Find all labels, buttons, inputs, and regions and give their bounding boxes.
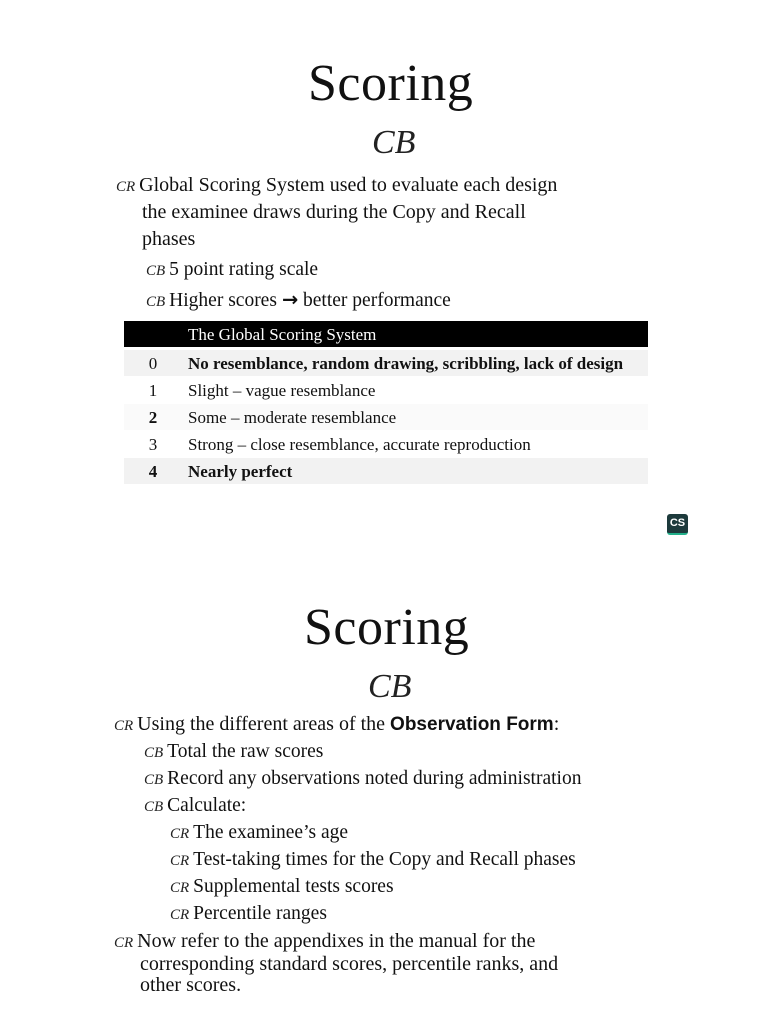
calc-item	[170, 820, 348, 845]
flourish-icon: CB	[372, 124, 416, 161]
score-value: 0	[148, 354, 158, 373]
score-value: 4	[148, 462, 158, 481]
sub3-text: Calculate:	[167, 795, 247, 816]
slide2-sub3	[144, 793, 246, 818]
bullet2-line1: Now refer to the appendixes in the manual for the	[137, 930, 536, 952]
table-row	[124, 377, 648, 403]
bullet-icon: CR	[170, 826, 190, 842]
scoring-table-header	[124, 321, 648, 347]
table-row	[124, 458, 648, 484]
slide1-bullet-main	[116, 172, 557, 198]
score-description: Some – moderate resemblance	[188, 408, 397, 427]
bullet1-text: Using the different areas of the	[137, 713, 391, 735]
bullet-icon: CR	[114, 935, 134, 951]
subbullet-icon: CB	[144, 745, 164, 761]
score-value: 2	[148, 408, 158, 427]
subbullet-icon: CB	[144, 799, 164, 815]
table-row	[124, 431, 648, 457]
calc-item	[170, 847, 576, 872]
bullet-main-line3: phases	[142, 228, 196, 250]
sub1-text: 5 point rating scale	[169, 259, 319, 280]
bullet-icon: CR	[170, 853, 190, 869]
calc-item-text: The examinee’s age	[193, 822, 349, 843]
slide2-sub2	[144, 766, 581, 791]
slide2-sub1	[144, 739, 323, 764]
flourish-icon: CB	[368, 668, 412, 705]
calc-item-text: Test-taking times for the Copy and Recall phases	[193, 849, 576, 870]
subbullet-icon: CB	[146, 294, 166, 310]
bullet1-colon: :	[553, 713, 560, 735]
calc-item	[170, 901, 327, 926]
table-row	[124, 404, 648, 430]
score-value: 3	[148, 435, 158, 454]
bullet-icon: CR	[116, 179, 136, 195]
table-row	[124, 350, 648, 376]
observation-form-label: Observation Form	[390, 714, 554, 735]
bullet-main-line2: the examinee draws during the Copy and Recall	[142, 201, 526, 223]
slide1-sub2	[146, 287, 451, 313]
bullet-icon: CR	[170, 880, 190, 896]
score-value: 1	[148, 381, 158, 400]
score-description: No resemblance, random drawing, scribbling, lack of design	[188, 354, 624, 373]
score-description: Nearly perfect	[188, 462, 293, 481]
score-description: Slight – vague resemblance	[188, 381, 376, 400]
scoring-table-title: The Global Scoring System	[188, 325, 377, 344]
sub1-text: Total the raw scores	[167, 741, 324, 762]
bullet-icon: CR	[114, 718, 134, 734]
bullet2-line3: other scores.	[140, 974, 242, 996]
arrow-right-icon: →	[281, 288, 299, 311]
bullet2-line2: corresponding standard scores, percentile ranks, and	[140, 953, 559, 975]
slide2-bullet1	[114, 711, 559, 738]
calc-item-text: Supplemental tests scores	[193, 876, 394, 897]
bullet-main-line1: Global Scoring System used to evaluate each design	[139, 174, 558, 196]
sub2-text-a: Higher scores	[169, 290, 277, 311]
sub2-text-b: better performance	[303, 290, 451, 311]
bullet-icon: CR	[170, 907, 190, 923]
subbullet-icon: CB	[146, 263, 166, 279]
subbullet-icon: CB	[144, 772, 164, 788]
camscanner-badge-icon: CS	[667, 514, 688, 535]
slide1-title: Scoring	[308, 55, 474, 112]
slide2-title: Scoring	[304, 599, 470, 656]
score-description: Strong – close resemblance, accurate reproduction	[188, 435, 531, 454]
slide1-sub1	[146, 257, 318, 282]
calc-item-text: Percentile ranges	[193, 903, 327, 924]
calc-item	[170, 874, 394, 899]
sub2-text: Record any observations noted during administration	[167, 768, 582, 789]
